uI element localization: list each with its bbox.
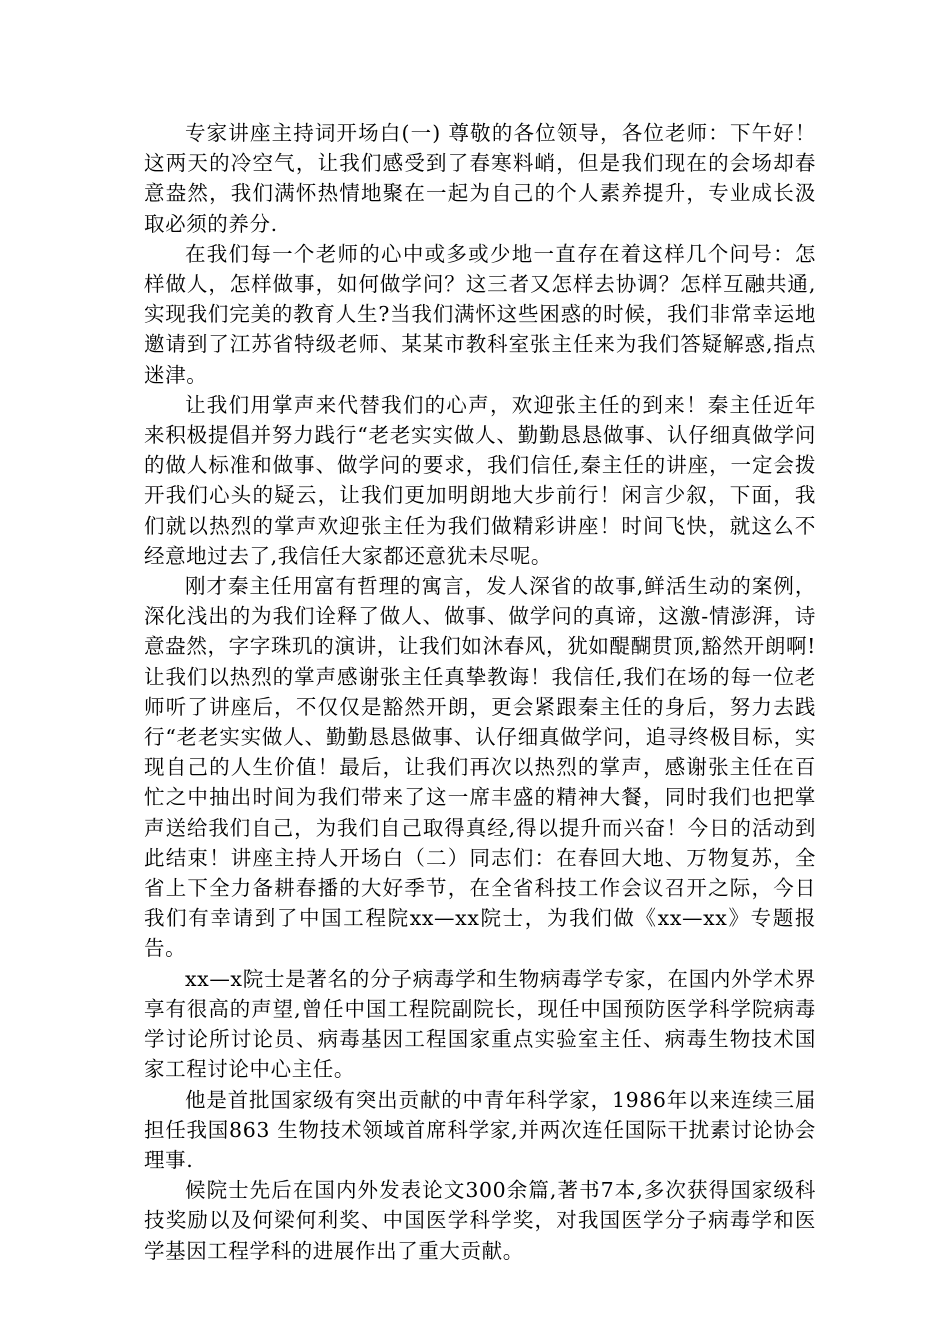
paragraph-questions: 在我们每一个老师的心中或多或少地一直存在着这样几个问号：怎样做人，怎样做事，如何做学问？这三者又怎样去协调？怎样互融共通,实现我们完美的教育人生?当我们满怀这些困惑的时候，我们非常幸运地邀请到了江苏省特级老师、某某市教科室张主任来为我们答疑解惑,指点迷津。 xyxy=(144,241,816,387)
paragraph-opening: 专家讲座主持词开场白(一) 尊敬的各位领导，各位老师：下午好！这两天的冷空气，让我们感受到了春寒料峭，但是我们现在的会场却春意盎然，我们满怀热情地聚在一起为自己的个人素养提升，专业成长汲取必须的养分. xyxy=(144,121,816,236)
paragraph-academician-roles: 他是首批国家级有突出贡献的中青年科学家，1986年以来连续三届担任我国863 生物技术领域首席科学家,并两次连任国际干扰素讨论协会理事. xyxy=(144,1087,816,1172)
paragraph-welcome: 让我们用掌声来代替我们的心声，欢迎张主任的到来！秦主任近年来积极提倡并努力践行“老老实实做人、勤勤恳恳做事、认仔细真做学问的做人标准和做事、做学问的要求，我们信任,秦主任的讲座，一定会拨开我们心头的疑云，让我们更加明朗地大步前行！闲言少叙，下面，我们就以热烈的掌声欢迎张主任为我们做精彩讲座！时间飞快，就这么不经意地过去了,我信任大家都还意犹未尽呢。 xyxy=(144,392,816,568)
paragraph-academician-intro: xx—x院士是著名的分子病毒学和生物病毒学专家，在国内外学术界享有很高的声望,曾任中国工程院副院长，现任中国预防医学科学院病毒学讨论所讨论员、病毒基因工程国家重点实验室主任、病毒生物技术国家工程讨论中心主任。 xyxy=(144,966,816,1082)
paragraph-closing: 刚才秦主任用富有哲理的寓言，发人深省的故事,鲜活生动的案例，深化浅出的为我们诠释了做人、做事、做学问的真谛，这激-情澎湃，诗意盎然，字字珠玑的演讲，让我们如沐春风，犹如醍醐贯顶,豁然开朗啊!让我们以热烈的掌声感谢张主任真挚教诲！我信任,我们在场的每一位老师听了讲座后，不仅仅是豁然开朗，更会紧跟秦主任的身后，努力去践行“老老实实做人、勤勤恳恳做事、认仔细真做学问，追寻终极目标，实现自己的人生价值！最后，让我们再次以热烈的掌声，感谢张主任在百忙之中抽出时间为我们带来了这一席丰盛的精神大餐，同时我们也把掌声送给我们自己，为我们自己取得真经,得以提升而兴奋！今日的活动到此结束！讲座主持人开场白（二）同志们：在春回大地、万物复苏，全省上下全力备耕春播的大好季节，在全省科技工作会议召开之际，今日我们有幸请到了中国工程院xx—xx院士，为我们做《xx—xx》专题报告。 xyxy=(144,574,816,961)
document-body xyxy=(144,118,816,1266)
paragraph-academician-achievements: 候院士先后在国内外发表论文300余篇,著书7本,多次获得国家级科技奖励以及何梁何利奖、中国医学科学奖，对我国医学分子病毒学和医学基因工程学科的进展作出了重大贡献。 xyxy=(144,1178,816,1263)
